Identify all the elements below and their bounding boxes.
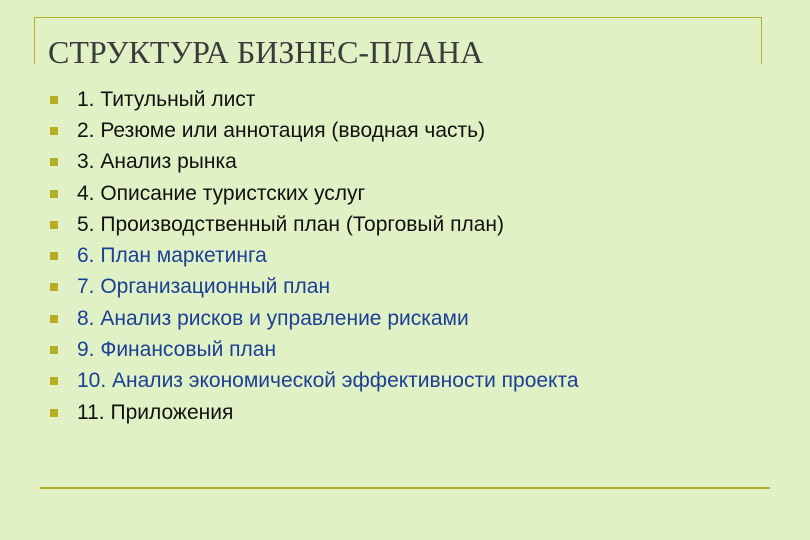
list-item bbox=[50, 115, 579, 146]
list-item-label: 7. Организационный план bbox=[77, 275, 331, 299]
list-item-label: 5. Производственный план (Торговый план) bbox=[77, 212, 504, 236]
bullet-list bbox=[50, 84, 579, 428]
square-bullet-icon bbox=[50, 252, 58, 260]
list-item-label: 1. Титульный лист bbox=[77, 87, 256, 111]
list-item-label: 11. Приложения bbox=[77, 400, 234, 424]
list-item bbox=[50, 303, 579, 334]
list-item-label: 2. Резюме или аннотация (вводная часть) bbox=[77, 118, 486, 142]
square-bullet-icon bbox=[50, 409, 58, 417]
square-bullet-icon bbox=[50, 158, 58, 166]
list-item bbox=[50, 397, 579, 428]
list-item bbox=[50, 178, 579, 209]
list-item-label: 3. Анализ рынка bbox=[77, 150, 237, 174]
square-bullet-icon bbox=[50, 346, 58, 354]
square-bullet-icon bbox=[50, 377, 58, 385]
square-bullet-icon bbox=[50, 96, 58, 104]
slide-title: СТРУКТУРА БИЗНЕС-ПЛАНА bbox=[48, 34, 484, 70]
list-item-label: 9. Финансовый план bbox=[77, 338, 277, 362]
list-item bbox=[50, 366, 579, 397]
list-item bbox=[50, 272, 579, 303]
list-item-label: 10. Анализ экономической эффективности проекта bbox=[77, 369, 579, 393]
frame-right-line bbox=[761, 17, 762, 64]
list-item-label: 8. Анализ рисков и управление рисками bbox=[77, 306, 469, 330]
list-item-label: 6. План маркетинга bbox=[77, 244, 267, 268]
list-item-label: 4. Описание туристских услуг bbox=[77, 181, 366, 205]
list-item bbox=[50, 334, 579, 365]
list-item bbox=[50, 147, 579, 178]
frame-top-line bbox=[34, 17, 762, 18]
list-item bbox=[50, 84, 579, 115]
list-item bbox=[50, 240, 579, 271]
square-bullet-icon bbox=[50, 190, 58, 198]
square-bullet-icon bbox=[50, 315, 58, 323]
frame-left-line bbox=[34, 17, 35, 64]
frame-bottom-line bbox=[40, 487, 770, 489]
square-bullet-icon bbox=[50, 283, 58, 291]
square-bullet-icon bbox=[50, 221, 58, 229]
square-bullet-icon bbox=[50, 127, 58, 135]
list-item bbox=[50, 209, 579, 240]
